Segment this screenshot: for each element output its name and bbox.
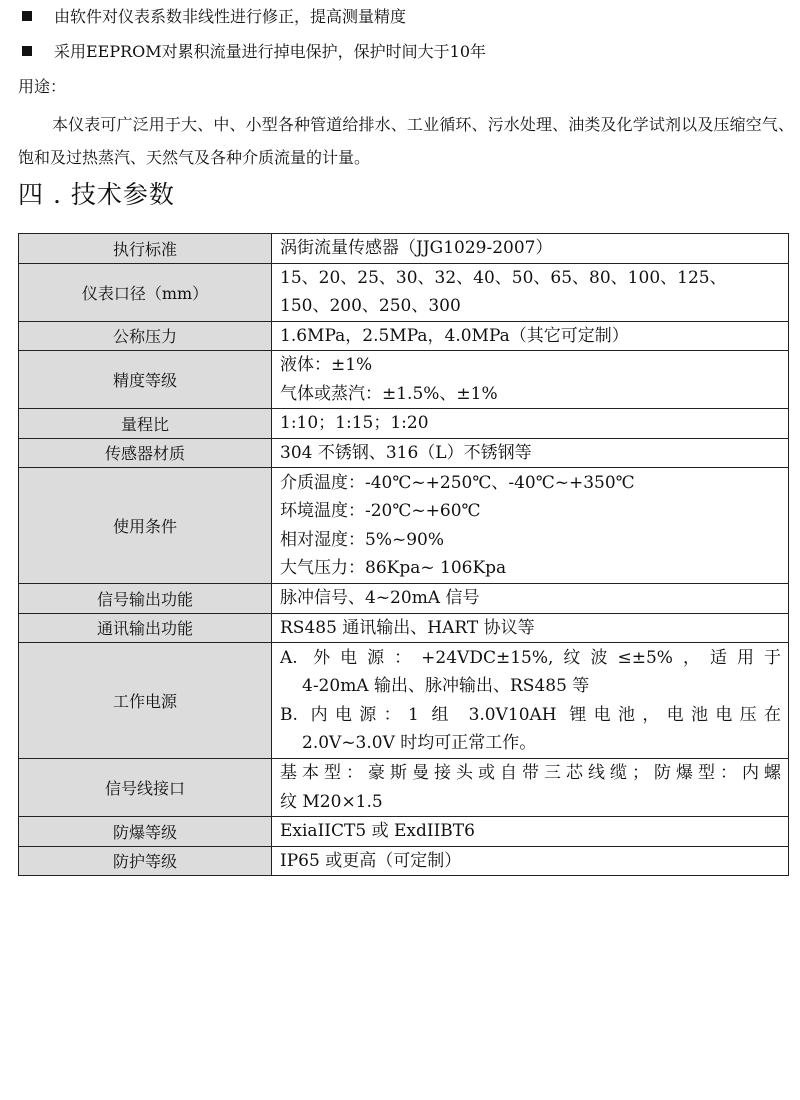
feature-bullet bbox=[22, 41, 486, 63]
spec-value: 304 不锈钢、316（L）不锈钢等 bbox=[272, 438, 789, 468]
spec-key: 防护等级 bbox=[19, 846, 272, 876]
spec-key: 量程比 bbox=[19, 409, 272, 439]
spec-value: A. 外电源：+24VDC±15%,纹波≤±5%，适用于 4-20mA 输出、脉冲输出、RS485 等 B. 内电源：1 组 3.0V10AH 锂电池，电池电压在 2.0V~3.0V 时均可正常工作。 bbox=[272, 643, 789, 759]
square-bullet-icon bbox=[22, 11, 32, 21]
spec-key: 传感器材质 bbox=[19, 438, 272, 468]
table-row bbox=[19, 263, 789, 321]
section-title: 四 . 技术参数 bbox=[18, 180, 175, 209]
square-bullet-icon bbox=[22, 46, 32, 56]
feature-text: 由软件对仪表系数非线性进行修正，提高测量精度 bbox=[54, 7, 407, 26]
spec-value: 基本型：豪斯曼接头或自带三芯线缆；防爆型：内螺 纹 M20×1.5 bbox=[272, 759, 789, 817]
table-row bbox=[19, 817, 789, 847]
spec-value: 液体：±1% 气体或蒸汽：±1.5%、±1% bbox=[272, 351, 789, 409]
spec-value: 涡街流量传感器（JJG1029-2007） bbox=[272, 234, 789, 264]
table-row bbox=[19, 759, 789, 817]
table-row bbox=[19, 234, 789, 264]
table-row bbox=[19, 438, 789, 468]
spec-key: 精度等级 bbox=[19, 351, 272, 409]
spec-key: 执行标准 bbox=[19, 234, 272, 264]
spec-key: 公称压力 bbox=[19, 321, 272, 351]
spec-value: IP65 或更高（可定制） bbox=[272, 846, 789, 876]
spec-key: 防爆等级 bbox=[19, 817, 272, 847]
spec-key: 通讯输出功能 bbox=[19, 613, 272, 643]
feature-text: 采用EEPROM对累积流量进行掉电保护，保护时间大于10年 bbox=[54, 42, 487, 61]
spec-value: 介质温度：-40℃~+250℃、-40℃~+350℃ 环境温度：-20℃~+60℃ 相对湿度：5%~90% 大气压力：86Kpa~ 106Kpa bbox=[272, 468, 789, 584]
spec-value: 脉冲信号、4~20mA 信号 bbox=[272, 584, 789, 614]
table-row bbox=[19, 351, 789, 409]
table-row bbox=[19, 846, 789, 876]
table-row bbox=[19, 321, 789, 351]
table-row bbox=[19, 643, 789, 759]
spec-value: 15、20、25、30、32、40、50、65、80、100、125、 150、200、250、300 bbox=[272, 263, 789, 321]
spec-value: 1:10；1:15；1:20 bbox=[272, 409, 789, 439]
feature-bullet bbox=[22, 6, 406, 28]
table-row bbox=[19, 584, 789, 614]
usage-label: 用途： bbox=[18, 77, 67, 96]
spec-key: 使用条件 bbox=[19, 468, 272, 584]
spec-key: 工作电源 bbox=[19, 643, 272, 759]
spec-table bbox=[18, 233, 789, 876]
table-row bbox=[19, 409, 789, 439]
spec-value: RS485 通讯输出、HART 协议等 bbox=[272, 613, 789, 643]
spec-key: 仪表口径（mm） bbox=[19, 263, 272, 321]
usage-paragraph: 本仪表可广泛用于大、中、小型各种管道给排水、工业循环、污水处理、油类及化学试剂以及压缩空气、饱和及过热蒸汽、天然气及各种介质流量的计量。 bbox=[18, 115, 794, 167]
spec-key: 信号线接口 bbox=[19, 759, 272, 817]
table-row bbox=[19, 468, 789, 584]
spec-value: ExiaIICT5 或 ExdIIBT6 bbox=[272, 817, 789, 847]
table-row bbox=[19, 613, 789, 643]
spec-key: 信号输出功能 bbox=[19, 584, 272, 614]
spec-value: 1.6MPa，2.5MPa，4.0MPa（其它可定制） bbox=[272, 321, 789, 351]
